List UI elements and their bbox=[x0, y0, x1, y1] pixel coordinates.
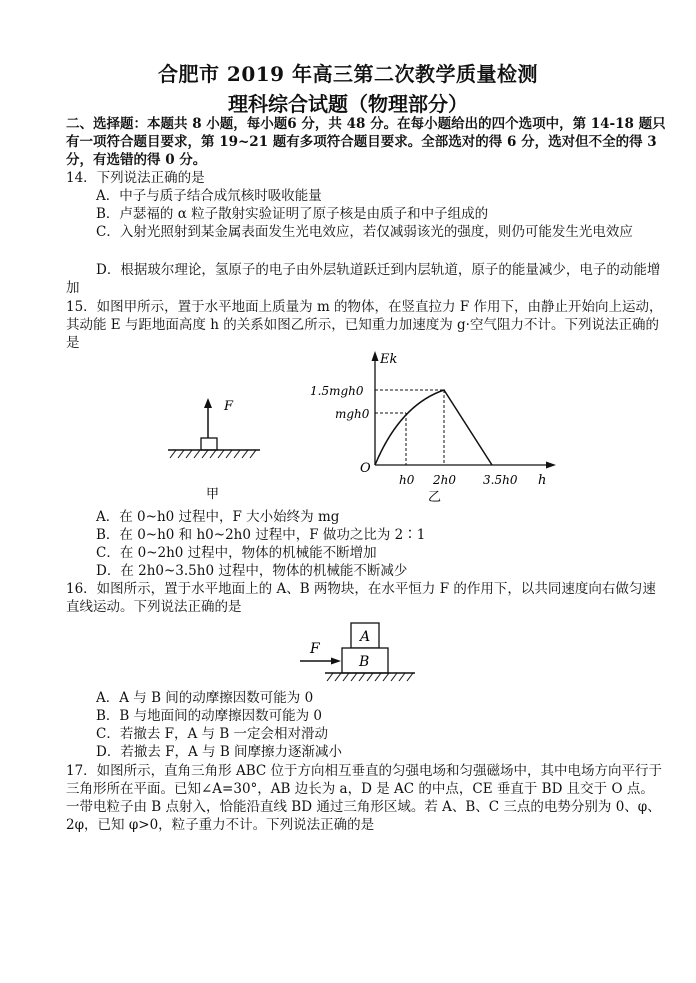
h-axis-arrow bbox=[546, 462, 556, 469]
x-tick-h0: h0 bbox=[399, 473, 415, 487]
q16-option-d: D．若撤去 F，A 与 B 间摩擦力逐渐减小 bbox=[96, 744, 343, 760]
origin-label: O bbox=[360, 461, 371, 476]
y-tick-mid: mgh0 bbox=[335, 407, 370, 421]
q14-option-a: A．中子与质子结合成氘核时吸收能量 bbox=[96, 188, 322, 204]
q16-option-a: A．A 与 B 间的动摩擦因数可能为 0 bbox=[96, 690, 314, 706]
figure-yi-caption: 乙 bbox=[428, 490, 442, 505]
q15-option-c: C．在 0~2h0 过程中，物体的机械能不断增加 bbox=[96, 545, 377, 561]
h-axis-label: h bbox=[538, 473, 547, 488]
q15-stem: 15．如图甲所示，置于水平地面上质量为 m 的物体，在竖直拉力 F 作用下，由静止开始向上运动，其动能 E 与距地面高度 h 的关系如图乙所示，已知重力加速度为 g·空气阻力不计。下列说法正确的是 bbox=[66, 299, 663, 351]
block-b-label: B bbox=[359, 654, 370, 670]
x-tick-3-5h0: 3.5h0 bbox=[483, 473, 518, 487]
y-tick-top: 1.5mgh0 bbox=[310, 384, 364, 398]
force-arrow-head bbox=[331, 658, 341, 665]
x-tick-2h0: 2h0 bbox=[433, 473, 456, 487]
section-instructions: 二、选择题：本题共 8 小题，每小题6 分，共 48 分。在每小题给出的四个选项中，第 14-18 题只有一项符合题目要求，第 19~21 题有多项符合题目要求。全部选对的得 6 分，选对但不全的得 3 分，有选错的得 0 分。 bbox=[66, 116, 666, 168]
ek-axis-arrow bbox=[372, 351, 379, 361]
q14-option-b: B．卢瑟福的 α 粒子散射实验证明了原子核是由质子和中子组成的 bbox=[96, 206, 489, 222]
q15-figure-jia bbox=[160, 390, 280, 505]
guide-lines bbox=[375, 390, 444, 465]
q16-figure bbox=[290, 615, 430, 687]
q15-option-b: B．在 0~h0 和 h0~2h0 过程中，F 做功之比为 2∶1 bbox=[96, 527, 426, 543]
q15-figure-yi bbox=[300, 345, 560, 505]
figure-jia-caption: 甲 bbox=[206, 487, 220, 502]
q16-stem: 16．如图所示，置于水平地面上的 A、B 两物块，在水平恒力 F 的作用下，以共同速度向右做匀速直线运动。下列说法正确的是 bbox=[66, 581, 656, 615]
force-label: F bbox=[310, 641, 320, 657]
q17-stem: 17．如图所示，直角三角形 ABC 位于方向相互垂直的匀强电场和匀强磁场中，其中电场方向平行于三角形所在平面。已知∠A=30°，AB 边长为 a，D 是 AC 的中点，CE 垂直于 BD 且交于 O 点。一带电粒子由 B 点射入，恰能沿直线 BD 通过三角形区域。若 A、B、C 三点的电势分别为 0、φ、2φ，已知 φ>0，粒子重力不计。下列说法正确的是 bbox=[66, 763, 663, 833]
q14-option-d: D．根据玻尔理论，氢原子的电子由外层轨道跃迁到内层轨道，原子的能量减少，电子的动能增加 bbox=[66, 262, 661, 296]
block-a-label: A bbox=[360, 629, 371, 645]
object-block bbox=[201, 438, 217, 450]
ground-hatching bbox=[170, 450, 256, 458]
ek-h-curve bbox=[375, 390, 492, 465]
force-arrow-head bbox=[204, 398, 212, 408]
q14-stem: 14．下列说法正确的是 bbox=[66, 170, 205, 186]
ground-hatching bbox=[327, 673, 413, 681]
q16-option-b: B．B 与地面间的动摩擦因数可能为 0 bbox=[96, 708, 323, 724]
exam-subtitle: 理科综合试题（物理部分） bbox=[228, 92, 468, 116]
exam-title: 合肥市 2019 年高三第二次教学质量检测 bbox=[157, 62, 539, 86]
q15-option-a: A．在 0~h0 过程中，F 大小始终为 mg bbox=[96, 509, 340, 525]
q14-option-c: C．入射光照射到某金属表面发生光电效应，若仅减弱该光的强度，则仍可能发生光电效应 bbox=[96, 224, 633, 240]
q15-option-d: D．在 2h0~3.5h0 过程中，物体的机械能不断减少 bbox=[96, 563, 408, 579]
q16-option-c: C．若撤去 F，A 与 B 一定会相对滑动 bbox=[96, 726, 329, 742]
force-label: F bbox=[224, 399, 234, 414]
ek-axis-label: Ek bbox=[380, 352, 398, 367]
